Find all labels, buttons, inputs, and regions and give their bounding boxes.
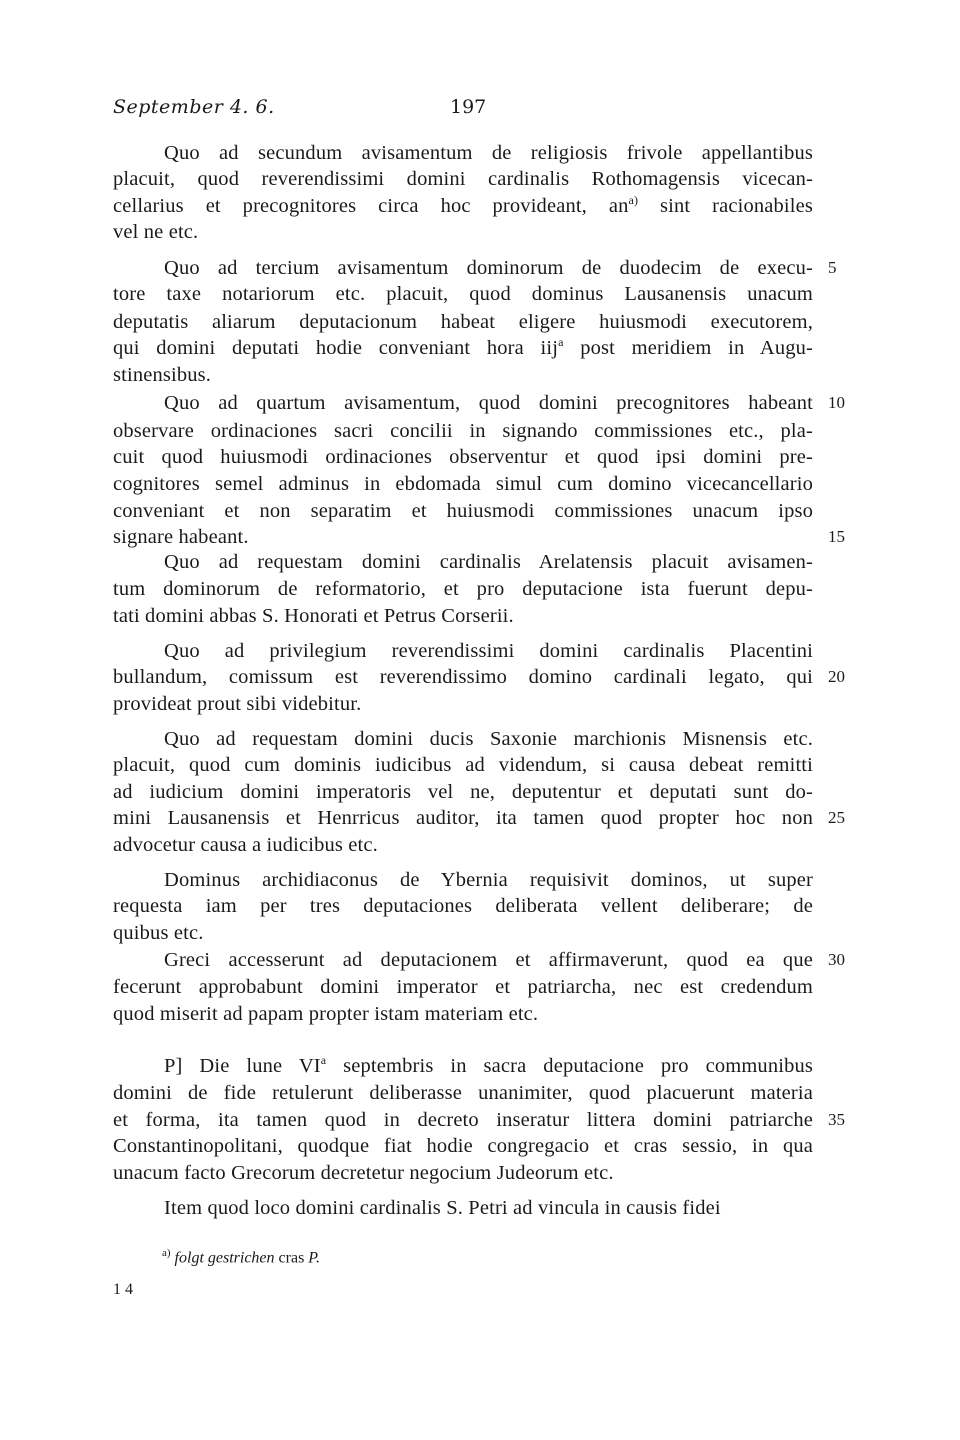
line-text: fecerunt approbabunt domini imperator et patriarcha, nec est credendum [113,976,813,998]
text-line [113,1133,813,1159]
text-line [113,524,813,550]
superscript: a [320,1053,327,1068]
line-text: cellarius et precognitores circa hoc provideant, an [113,195,629,217]
line-text: provideat prout sibi videbitur. [113,693,362,715]
text-line [113,418,813,444]
text-line [113,281,813,307]
text-line [113,1160,813,1186]
line-text: tati domini abbas S. Honorati et Petrus Corserii. [113,605,514,627]
line-text: domini de fide retulerunt deliberasse unanimiter, quod placuerunt materia [113,1082,813,1104]
line-text-continued: sint racionabiles [638,195,813,217]
text-line [164,255,813,281]
text-line [113,752,813,778]
line-text: Quo ad tercium avisamentum dominorum de duodecim de execu- [164,257,813,279]
text-line [113,974,813,1000]
text-line [113,805,813,831]
line-text: Constantinopolitani, quodque fiat hodie congregacio et cras sessio, in qua [113,1135,813,1157]
margin-line-number: 30 [828,950,845,969]
line-text: cognitores semel adminus in ebdomada simul cum domino vicecancellario [113,473,813,495]
line-text: advocetur causa a iudicibus etc. [113,834,378,856]
line-text: observare ordinaciones sacri concilii in signando commissiones etc., pla- [113,420,813,442]
line-text: unacum facto Grecorum decretetur negocium Judeorum etc. [113,1162,614,1184]
line-text-continued: septembris in sacra deputacione pro communibus [326,1055,813,1077]
running-head: September 4. 6. [113,96,275,118]
line-text: Quo ad requestam domini ducis Saxonie marchionis Misnensis etc. [164,728,813,750]
footnote-italic-text: folgt gestrichen [174,1249,275,1267]
line-text: quod miserit ad papam propter istam materiam etc. [113,1003,539,1025]
text-line [164,726,813,752]
footnote-marker: a) [162,1247,171,1259]
footnote-text: cras [274,1249,309,1267]
line-text: requesta iam per tres deputaciones deliberata vellent deliberare; de [113,895,813,917]
text-line [164,549,813,575]
text-line [113,603,813,629]
line-text: vel ne etc. [113,221,199,243]
printer-signature: 1 4 [113,1281,133,1298]
margin-line-number: 10 [828,393,845,412]
margin-line-number: 5 [828,258,837,277]
text-line [113,362,813,388]
line-text: Item quod loco domini cardinalis S. Petri ad vincula in causis fidei [164,1197,721,1219]
footnote-italic-end: P. [308,1249,321,1267]
text-line [164,140,813,166]
line-text: bullandum, comissum est reverendissimo domino cardinali legato, qui [113,666,813,688]
text-line [164,638,813,664]
line-text: tore taxe notariorum etc. placuit, quod dominus Lausanensis unacum [113,283,813,305]
text-line [113,471,813,497]
text-line [113,335,813,361]
margin-line-number: 15 [828,527,845,546]
line-text: ad iudicium domini imperatoris vel ne, deputentur et deputati sunt do- [113,781,813,803]
text-line [113,893,813,919]
line-text: et forma, ita tamen quod in decreto inseratur littera domini patriarche [113,1109,813,1131]
superscript: a [558,335,564,350]
line-text: placuit, quod reverendissimi domini cardinalis Rothomagensis vicecan- [113,168,813,190]
margin-line-number: 35 [828,1110,845,1129]
line-text: quibus etc. [113,922,204,944]
text-line [164,390,813,416]
footnote [162,1247,320,1267]
line-text: Dominus archidiaconus de Ybernia requisivit dominos, ut super [164,869,813,891]
text-line [113,920,813,946]
superscript: a) [628,193,639,208]
page-number: 197 [450,96,487,118]
line-text: tum dominorum de reformatorio, et pro deputacione ista fuerunt depu- [113,578,813,600]
line-text: Quo ad secundum avisamentum de religiosis frivole appellantibus [164,142,813,164]
text-line [164,1053,813,1079]
line-text: Quo ad privilegium reverendissimi domini cardinalis Placentini [164,640,813,662]
line-text: placuit, quod cum dominis iudicibus ad videndum, si causa debeat remitti [113,754,813,776]
text-line [113,309,813,335]
text-line [113,664,813,690]
text-line [113,691,813,717]
line-text: signare habeant. [113,526,249,548]
line-text: mini Lausanensis et Henrricus auditor, ita tamen quod propter hoc non [113,807,813,829]
text-line [113,1080,813,1106]
text-line [113,166,813,192]
text-line [113,779,813,805]
line-text: conveniant et non separatim et huiusmodi commissiones unacum ipso [113,500,813,522]
line-text: qui domini deputati hodie conveniant hora iij [113,337,559,359]
text-line [113,219,813,245]
line-text-continued: post meridiem in Augu- [563,337,813,359]
text-line [113,1107,813,1133]
line-text: P] Die lune VI [164,1055,321,1077]
text-line [113,444,813,470]
text-line [164,947,813,973]
margin-line-number: 25 [828,808,845,827]
line-text: Quo ad requestam domini cardinalis Arelatensis placuit avisamen- [164,551,813,573]
text-line [113,498,813,524]
text-line [113,1001,813,1027]
line-text: Quo ad quartum avisamentum, quod domini precognitores habeant [164,392,813,414]
text-line [164,867,813,893]
text-line [113,832,813,858]
line-text: deputatis aliarum deputacionum habeat eligere huiusmodi executorem, [113,311,813,333]
line-text: Greci accesserunt ad deputacionem et affirmaverunt, quod ea que [164,949,813,971]
line-text: cuit quod huiusmodi ordinaciones observentur et quod ipsi domini pre- [113,446,813,468]
line-text: stinensibus. [113,364,212,386]
text-line [113,193,813,219]
margin-line-number: 20 [828,667,845,686]
text-line [164,1195,813,1221]
text-line [113,576,813,602]
